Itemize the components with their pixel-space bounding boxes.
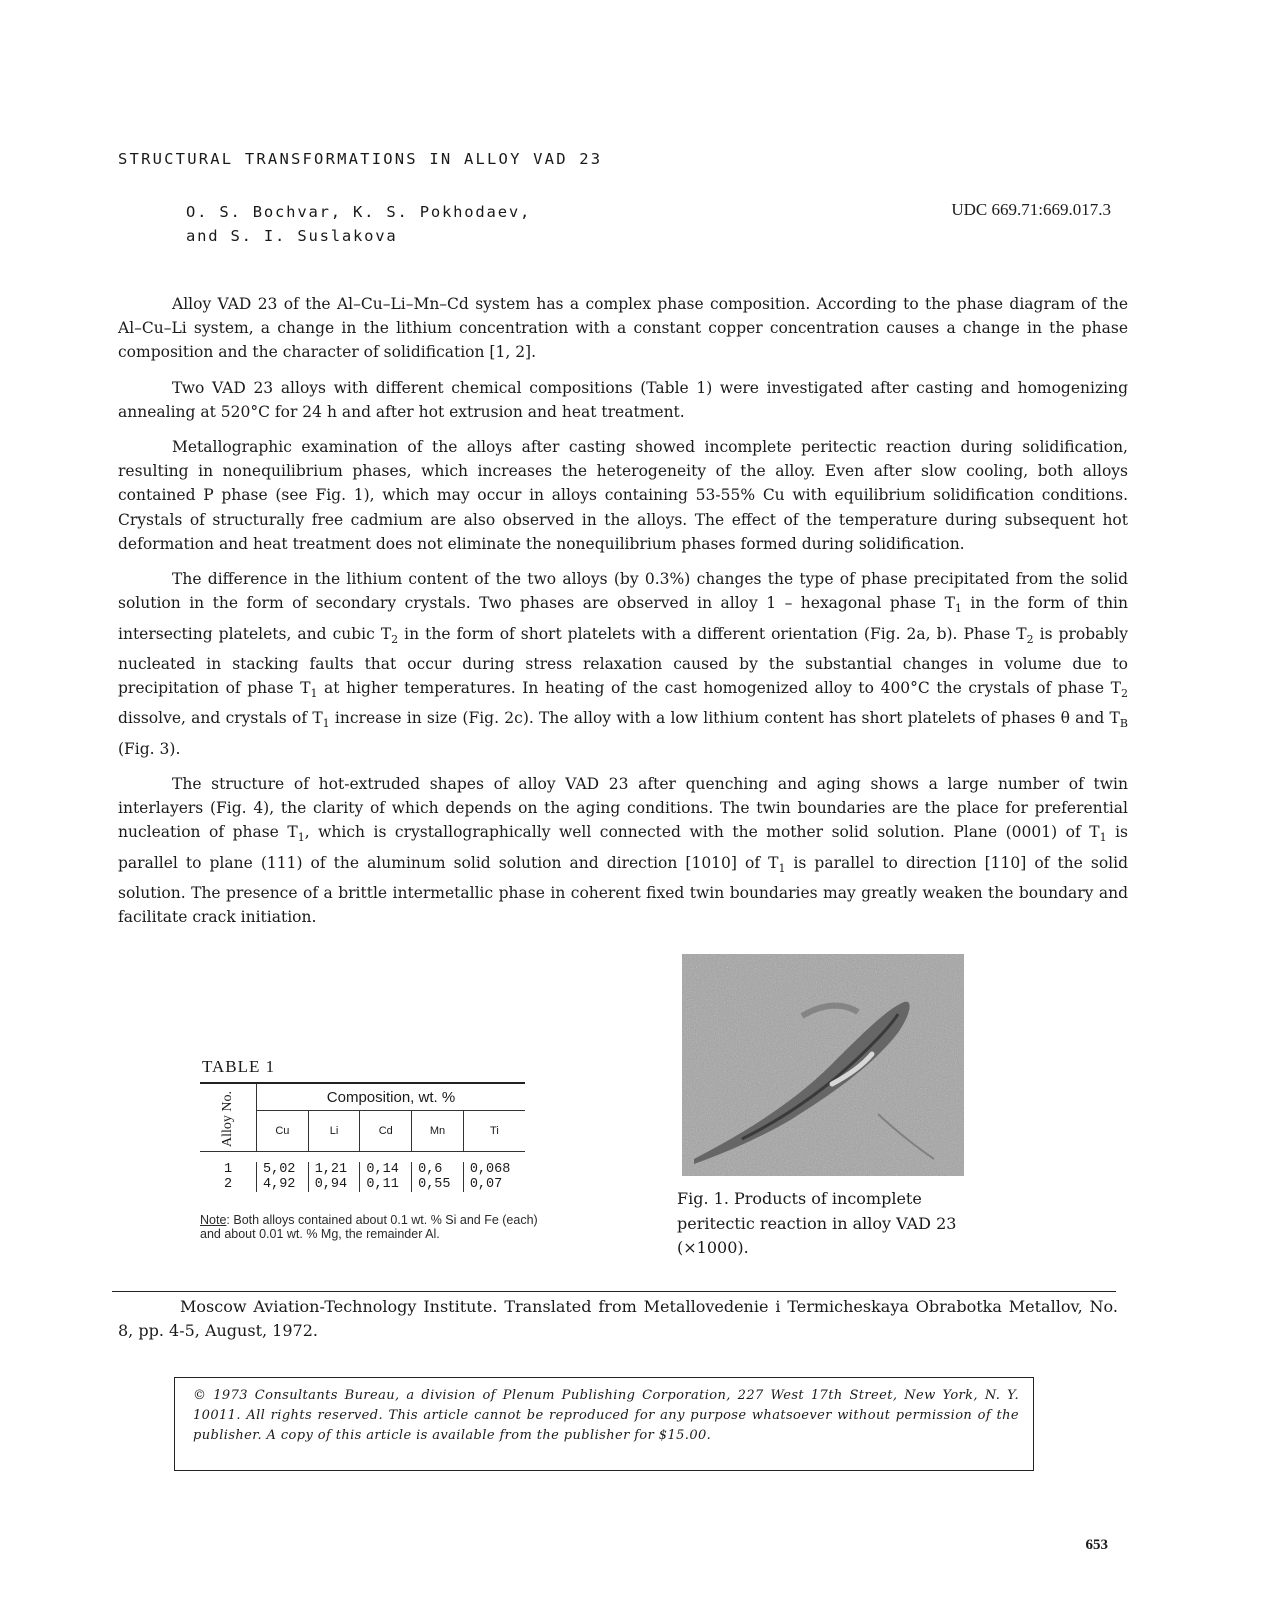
alloy-number-cell: 1 (223, 1162, 233, 1177)
table-cell: 0,55 (412, 1177, 464, 1192)
text-run: The structure of hot-extruded shapes of alloy VAD 23 after quenching and aging shows a large number of twin interlayers (Fig. 4), the clarity of which depends on the aging conditions. The twin boundaries are the place for preferential nucleation of phase T (118, 774, 1128, 842)
udc-code: UDC 669.71:669.017.3 (951, 200, 1111, 219)
copyright-notice: © 1973 Consultants Bureau, a division of Plenum Publishing Corporation, 227 West 17th Street, New York, N. Y. 10011. All rights reserved. This article cannot be reproduced for any purpose whatsoever without permission of the publisher. A copy of this article is available from the publisher for $15.00. (174, 1377, 1034, 1471)
subscript: 1 (297, 831, 305, 845)
subscript: 1 (322, 717, 330, 731)
subscript: 2 (1026, 632, 1034, 646)
table-cell: 0,068 (463, 1162, 525, 1177)
column-header-mn: Mn (412, 1111, 464, 1152)
subscript: 2 (391, 632, 399, 646)
table-cell: 0,6 (412, 1162, 464, 1177)
affiliation-note: Moscow Aviation-Technology Institute. Translated from Metallovedenie i Termicheskaya Obrabotka Metallov, No. 8, pp. 4-5, August, 1972. (118, 1297, 1118, 1340)
table-cell: 5,02 (257, 1162, 309, 1177)
subscript: 2 (1121, 687, 1128, 701)
author-line-1: O. S. Bochvar, K. S. Pokhodaev, (186, 203, 532, 221)
text-run: (Fig. 3). (118, 739, 181, 758)
composition-group-header: Composition, wt. % (257, 1084, 526, 1111)
footnote (118, 1295, 1118, 1343)
table-cell: 4,92 (257, 1177, 309, 1192)
table-row (200, 1162, 525, 1177)
paragraph-4 (118, 567, 1128, 761)
paragraph-3: Metallographic examination of the alloys after casting showed incomplete peritectic reaction during solidification, resulting in nonequilibrium phases, which increases the heterogeneity of the alloy. Even after slow cooling, both alloys contained P phase (see Fig. 1), which may occur in alloys containing 53-55% Cu with equilibrium solidification conditions. Crystals of structurally free cadmium are also observed in the alloys. The effect of the temperature during subsequent hot deformation and heat treatment does not eliminate the nonequilibrium phases formed during solidification. (118, 438, 1128, 553)
author-list (186, 200, 531, 248)
table-cell: 0,07 (463, 1177, 525, 1192)
table-row (200, 1177, 525, 1192)
table-cell: 0,94 (308, 1177, 360, 1192)
column-header-cu: Cu (275, 1125, 290, 1137)
table-cell: 0,11 (360, 1177, 412, 1192)
text-run: is parallel to plane (111) of the aluminum solid solution and direction [1010] of T (118, 823, 1129, 872)
alloy-number-header: Alloy No. (200, 1084, 257, 1152)
subscript: 1 (310, 687, 318, 701)
article-body (118, 292, 1128, 940)
column-header-li: Li (308, 1111, 360, 1152)
column-header-ti: Ti (463, 1111, 525, 1152)
micrograph-drawing (682, 954, 964, 1176)
table-cell: 0,14 (360, 1162, 412, 1177)
text-run: dissolve, and crystals of T (118, 709, 323, 728)
table-cell: 1,21 (308, 1162, 360, 1177)
text-run: is probably nucleated in stacking faults that occur during stress relaxation caused by the substantial changes in volume due to precipitation of phase T (118, 624, 1128, 698)
subscript: 1 (954, 602, 962, 616)
text-run: increase in size (Fig. 2c). The alloy with a low lithium content has short platelets of phases θ and T (329, 709, 1120, 728)
table-caption: TABLE 1 (202, 1057, 276, 1076)
text-run: at higher temperatures. In heating of the cast homogenized alloy to 400°C the crystals of phase T (317, 679, 1121, 698)
text-run: , which is crystallographically well connected with the mother solid solution. Plane (0001) of T (304, 823, 1100, 842)
text-run: in the form of short platelets with a different orientation (Fig. 2a, b). Phase T (398, 624, 1027, 643)
subscript: 1 (1099, 831, 1107, 845)
note-text: : Both alloys contained about 0.1 wt. % Si and Fe (each) and about 0.01 wt. % Mg, the remainder Al. (200, 1213, 538, 1241)
author-line-2: and S. I. Suslakova (186, 227, 398, 245)
page-number: 653 (1085, 1537, 1108, 1553)
paragraph-5 (118, 772, 1128, 929)
note-label: Note (200, 1213, 227, 1227)
table-note (200, 1214, 545, 1241)
figure-caption: Fig. 1. Products of incomplete peritectic reaction in alloy VAD 23 (×1000). (677, 1189, 957, 1257)
paragraph-2: Two VAD 23 alloys with different chemical compositions (Table 1) were investigated after casting and homogenizing annealing at 520°C for 24 h and after hot extrusion and heat treatment. (118, 378, 1128, 421)
footnote-divider (112, 1291, 1116, 1292)
micrograph-image (682, 954, 964, 1176)
paragraph-1: Alloy VAD 23 of the Al–Cu–Li–Mn–Cd system has a complex phase composition. According to the phase diagram of the Al–Cu–Li system, a change in the lithium concentration with a constant copper concentration causes a change in the phase composition and the character of solidification [1, 2]. (118, 295, 1128, 362)
composition-table (200, 1082, 525, 1192)
alloy-number-cell: 2 (223, 1177, 233, 1192)
column-header-cd: Cd (360, 1111, 412, 1152)
subscript: 1 (778, 861, 786, 875)
article-title: STRUCTURAL TRANSFORMATIONS IN ALLOY VAD 23 (118, 150, 603, 168)
subscript: B (1119, 717, 1128, 731)
text-run: is parallel to direction [110] of the solid solution. The presence of a brittle intermetallic phase in coherent fixed twin boundaries may greatly weaken the boundary and facilitate crack initiation. (118, 853, 1128, 927)
text-run: in the form of thin intersecting platelets, and cubic T (118, 594, 1128, 643)
text-run: The difference in the lithium content of the two alloys (by 0.3%) changes the type of phase precipitated from the solid solution in the form of secondary crystals. Two phases are observed in alloy 1 – hexagonal phase T (118, 570, 1128, 613)
